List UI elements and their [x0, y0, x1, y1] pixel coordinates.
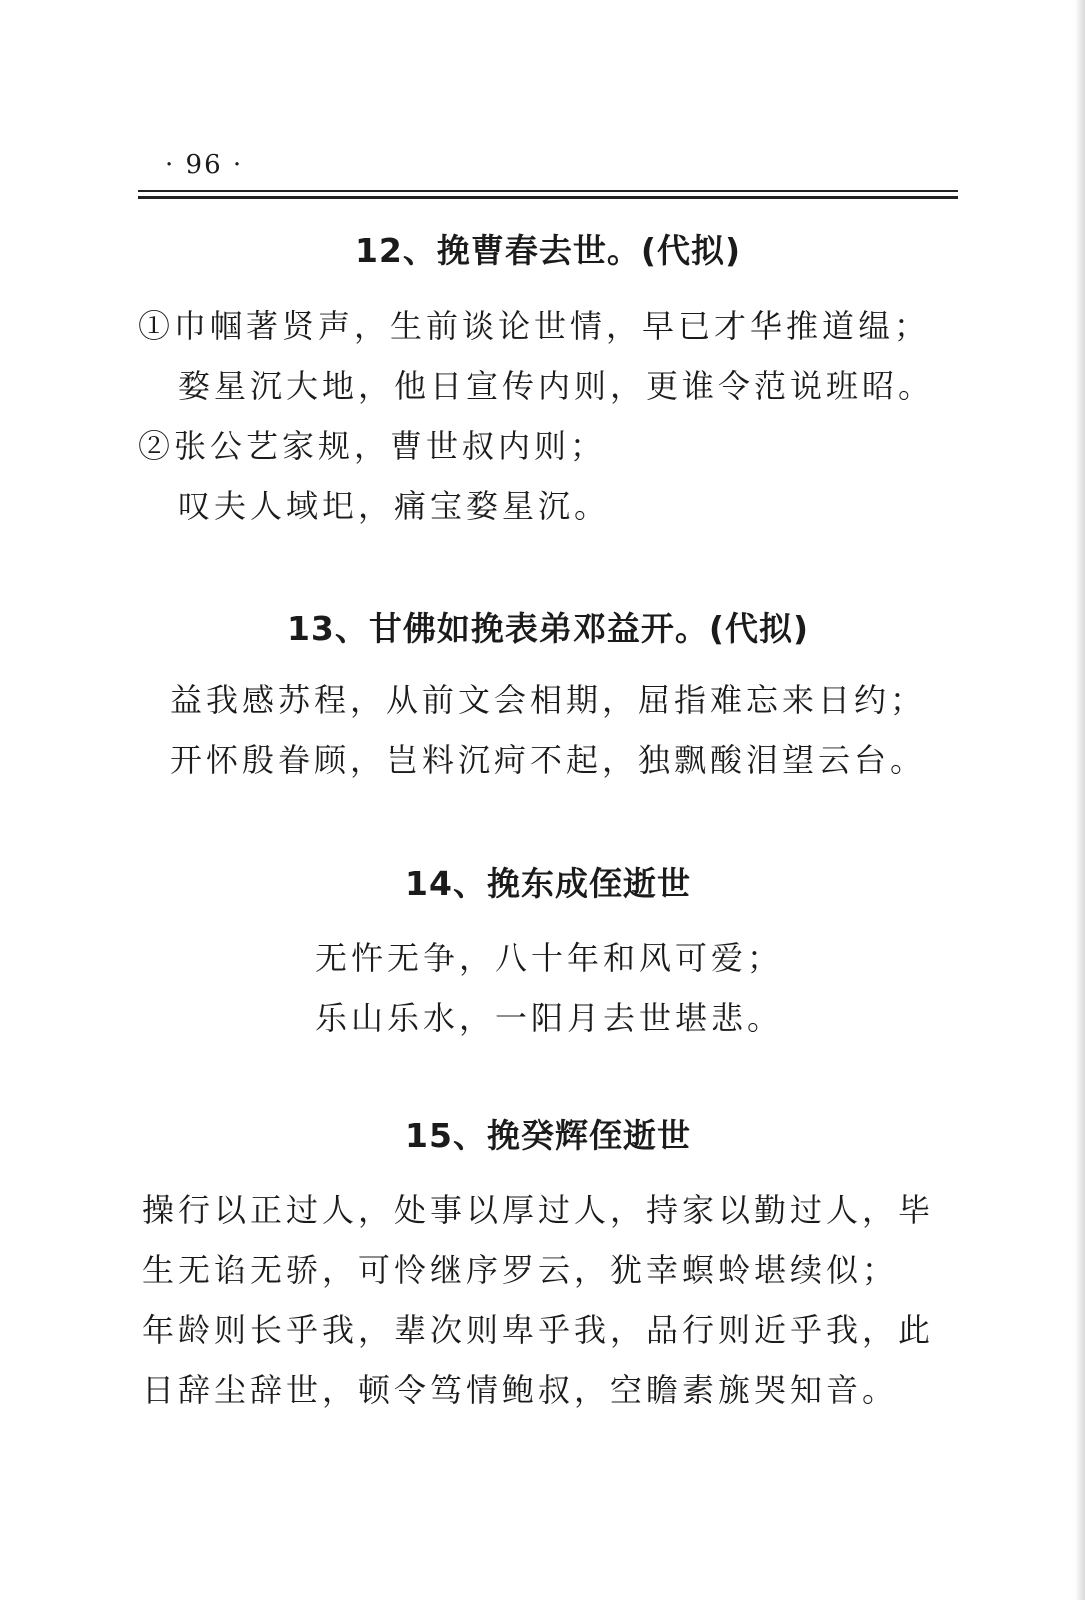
- section-15-title: 15、挽癸辉侄逝世: [405, 1116, 691, 1155]
- section-13-line-1: 益我感苏程，从前文会相期，屈指难忘来日约；: [170, 681, 927, 719]
- section-13-line-2: 开怀殷眷顾，岂料沉疴不起，独飘酸泪望云台。: [170, 741, 927, 779]
- section-12-line-3: ②张公艺家规，曹世叔内则；: [138, 427, 607, 465]
- header-rule-thick: [138, 196, 958, 199]
- section-12-title: 12、挽曹春去世。(代拟): [354, 231, 742, 270]
- section-14-title: 14、挽东成侄逝世: [405, 864, 691, 903]
- section-14-line-2: 乐山乐水，一阳月去世堪悲。: [315, 999, 784, 1037]
- scan-edge-shadow: [1075, 0, 1085, 1600]
- section-13-title: 13、甘佛如挽表弟邓益开。(代拟): [286, 609, 810, 648]
- header-rule-thin: [138, 190, 958, 192]
- section-15-line-4: 日辞尘辞世，顿令笃情鲍叔，空瞻素旐哭知音。: [142, 1371, 899, 1409]
- section-12-line-4: 叹夫人域圯，痛宝婺星沉。: [178, 487, 611, 525]
- section-12-line-2: 婺星沉大地，他日宣传内则，更谁令范说班昭。: [178, 367, 935, 405]
- section-15-line-3: 年龄则长乎我，辈次则卑乎我，品行则近乎我，此: [142, 1311, 935, 1349]
- section-14-line-1: 无忤无争，八十年和风可爱；: [315, 939, 784, 977]
- section-15-line-1: 操行以正过人，处事以厚过人，持家以勤过人，毕: [142, 1191, 935, 1229]
- section-12-line-1: ①巾帼著贤声，生前谈论世情，早已才华推道缊；: [138, 307, 931, 345]
- section-15-line-2: 生无谄无骄，可怜继序罗云，犹幸螟蛉堪续似；: [142, 1251, 899, 1289]
- page-number: · 96 ·: [165, 150, 244, 180]
